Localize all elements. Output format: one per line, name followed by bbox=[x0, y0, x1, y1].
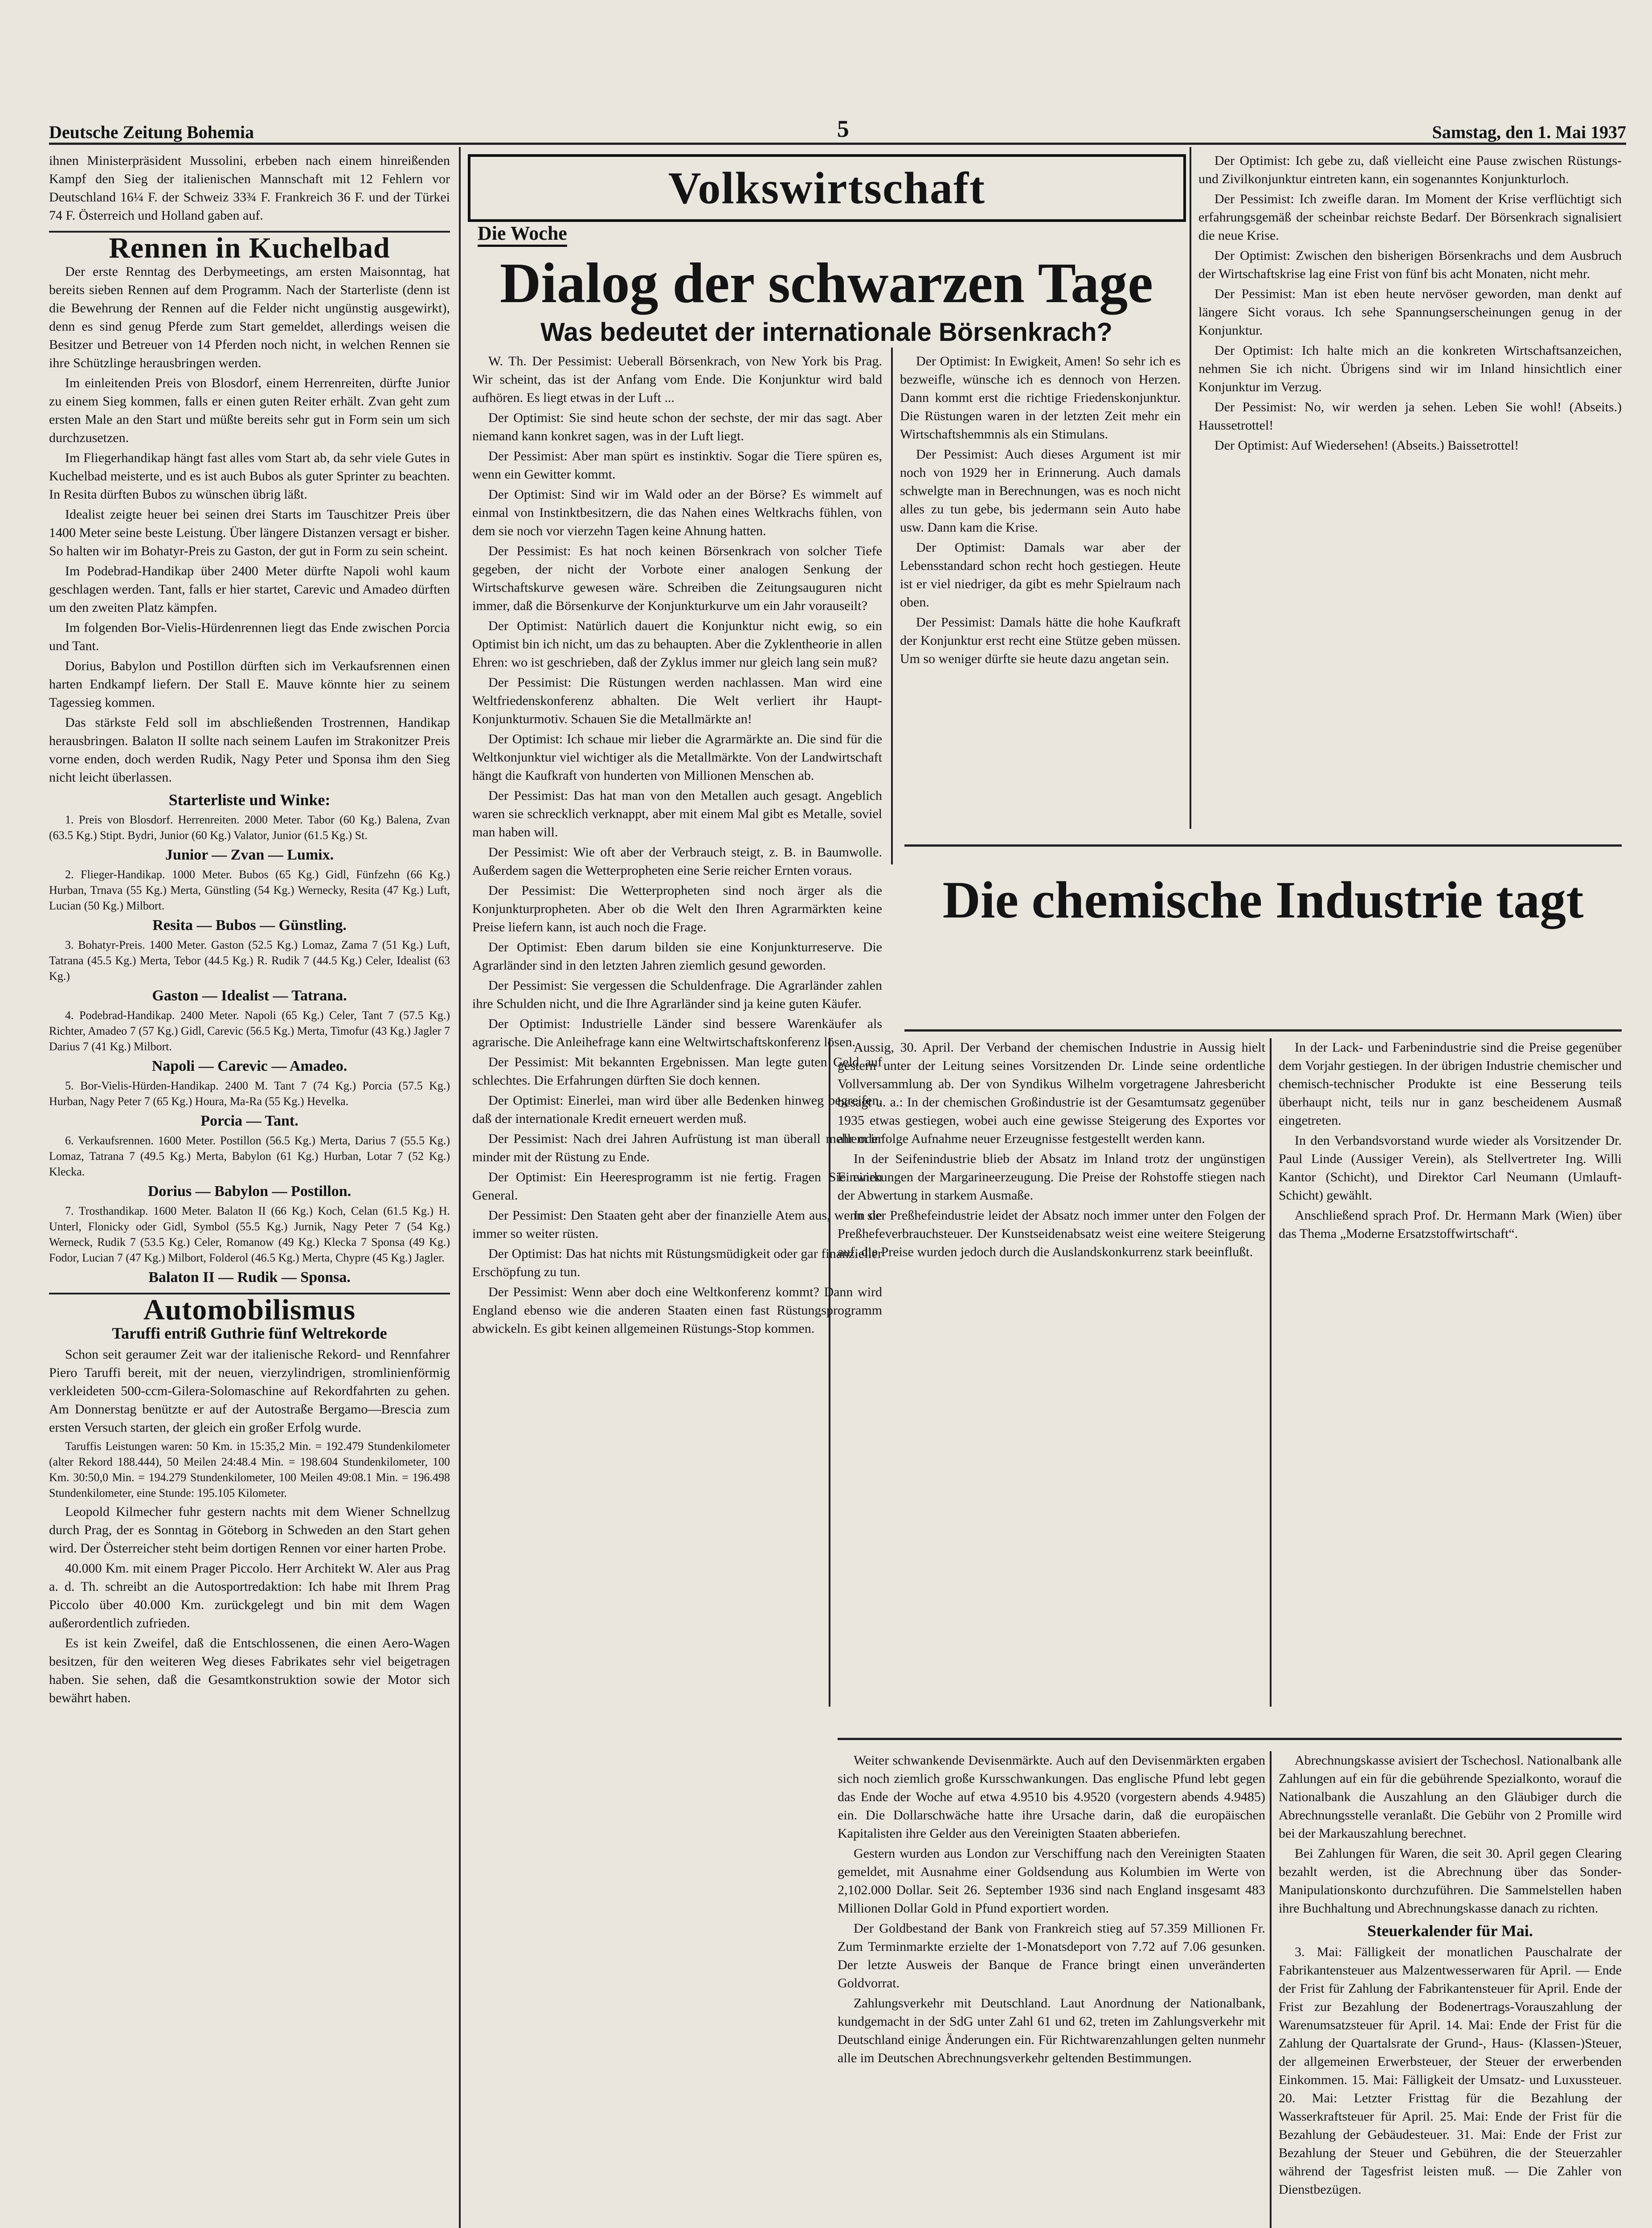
auto-paragraph: 40.000 Km. mit einem Prager Piccolo. Herr Architekt W. Aler aus Prag a. d. Th. schreibt an die Autosportredaktion: Ich habe mit Ihrem Prag Piccolo über 40.000 Km. zurückgelegt und bin mit dem Wagen außerordentlich zufrieden. bbox=[49, 1561, 450, 1630]
page-header bbox=[49, 117, 1626, 145]
dialog-line: Der Optimist: Ich halte mich an die konkreten Wirtschaftsanzeichen, nehmen Sie ich nicht. Übrigens sind wir im Inland hinsichtlich einer Konjunktur im Verzug. bbox=[1198, 343, 1622, 394]
main-headline: Dialog der schwarzen Tage bbox=[499, 251, 1153, 315]
racing-paragraph: Idealist zeigte heuer bei seinen drei Starts im Tauschitzer Preis über 1400 Meter seine beste Leistung. Über längere Distanzen versagt er bisher. So halten wir im Bohatyr-Preis zu Gaston, der gut in Form zu sein scheint. bbox=[49, 507, 450, 558]
dialog-line: Der Optimist: Industrielle Länder sind bessere Warenkäufer als agrarische. Die Anleihefrage kann eine Weltwirtschaftskonferenz lösen. bbox=[472, 1016, 882, 1049]
starter-tip: Junior — Zvan — Lumix. bbox=[165, 847, 334, 863]
dialog-line: Der Optimist: Auf Wiedersehen! (Abseits.) Baissetrottel! bbox=[1214, 438, 1519, 453]
dialog-line: Der Optimist: Natürlich dauert die Konjunktur nicht ewig, so ein Optimist bin ich nicht, um das zu behaupten. Aber die Zyklentheorie in allen Ehren: wo ist geschrieben, daß der Zyklus immer nur gleich lang sein muß? bbox=[472, 618, 882, 670]
starter-entry: 6. Verkaufsrennen. 1600 Meter. Postillon (56.5 Kg.) Merta, Darius 7 (55.5 Kg.) Lomaz, Tatrana 7 (49.5 Kg.) Merta, Babylon (61 Kg.) Hurban, Lotar 7 (52 Kg.) Klecka. bbox=[49, 1134, 450, 1178]
chem-paragraph: Anschließend sprach Prof. Dr. Hermann Mark (Wien) über das Thema „Moderne Ersatzstoffwirtschaft“. bbox=[1279, 1208, 1622, 1241]
dialog-line: Der Pessimist: Wenn aber doch eine Weltkonferenz kommt? Dann wird England ebenso wie die anderen Staaten einen fast Rüstungsprogramm abwickeln. Es gibt keinen allgemeinen Rüstungs-Stop kommen. bbox=[472, 1285, 882, 1336]
dialog-line: Der Pessimist: Nach drei Jahren Aufrüstung ist man überall mehr oder minder mit der Rüstung zu Ende. bbox=[472, 1131, 882, 1164]
chem-paragraph: Aussig, 30. April. Der Verband der chemischen Industrie in Aussig hielt gestern unter der Leitung seines Vorsitzenden Dr. Linde seine ordentliche Vollversammlung ab. Der von Syndikus Wilhelm vorgetragene Jahresbericht besagt u. a.: In der chemischen Großindustrie ist der Gesamtumsatz gegenüber 1935 etwas gestiegen, wobei auch eine gewisse Steigerung des Exportes vor allem infolge Aufnahme neuer Erzeugnisse festgestellt werden kann. bbox=[838, 1040, 1265, 1146]
dialog-line: Der Pessimist: Man ist eben heute nervöser geworden, man denkt auf längere Sicht voraus. Ich sehe Spannungserscheinungen genug in der Konjunktur. bbox=[1198, 287, 1622, 338]
dialog-line: Der Optimist: Ich gebe zu, daß vielleicht eine Pause zwischen Rüstungs- und Zivilkonjunktur eintreten kann, ein sogenanntes Konjunkturloch. bbox=[1198, 153, 1622, 186]
dialog-line: Der Pessimist: Die Wetterpropheten sind noch ärger als die Konjunkturpropheten. Aber ob die Welt den Ihren Agrarmärkten keine Preise liefern kann, ist auch noch die Frage. bbox=[472, 883, 882, 934]
racing-paragraph: Im einleitenden Preis von Blosdorf, einem Herrenreiten, dürfte Junior zu einem Sieg kommen, falls er einen guten Reiter erhält. Zvan geht zum ersten Male an den Start und müßte bereits sehr gut in Form sein um sich durchzusetzen. bbox=[49, 376, 450, 445]
header-paper-name: Deutsche Zeitung Bohemia bbox=[49, 122, 254, 142]
section-banner: Volkswirtschaft bbox=[468, 154, 1186, 222]
dialog-line: Der Pessimist: Den Staaten geht aber der finanzielle Atem aus, wenn sie immer so weiter rüsten. bbox=[472, 1208, 882, 1241]
chem-headline: Die chemische Industrie tagt bbox=[942, 871, 1584, 929]
chem-article-right bbox=[1279, 1038, 1622, 1707]
dialog-line: Der Pessimist: Wie oft aber der Verbrauch steigt, z. B. in Baumwolle. Außerdem sagen die Wetterpropheten eine Serie reicher Ernten voraus. bbox=[472, 845, 882, 878]
dialog-column-1 bbox=[472, 352, 882, 2228]
chem-paragraph: In den Verbandsvorstand wurde wieder als Vorsitzender Dr. Paul Linde (Aussiger Verein), als Stellvertreter Ing. Willi Kantor (Schicht), und Direktor Carl Neumann (Umlauft-Schicht) gewählt. bbox=[1279, 1133, 1622, 1203]
auto-subheading: Taruffi entriß Guthrie fünf Weltrekorde bbox=[112, 1324, 387, 1342]
dialog-line: Der Optimist: Damals war aber der Lebensstandard schon recht hoch gestiegen. Heute ist er viel niedriger, da gibt es mehr Spielraum nach oben. bbox=[900, 540, 1181, 610]
dialog-line: Der Optimist: Zwischen den bisherigen Börsenkrachs und dem Ausbruch der Wirtschaftskrise lag eine Frist von fünf bis acht Monaten, nicht mehr. bbox=[1198, 248, 1622, 281]
starter-entry: 7. Trosthandikap. 1600 Meter. Balaton II (66 Kg.) Koch, Celan (61.5 Kg.) H. Unterl, Flonicky oder Gidl, Symbol (55.5 Kg.) Jurnik, Nagy Peter 7 (54 Kg.) Werneck, Rudik 7 (53.5 Kg.) Celer, Romanow (49 Kg.) Klecka 7 Sponsa (49 Kg.) Fodor, Lucian 7 (47 Kg.) Milbort, Folderol (46.5 Kg.) Merta, Chypre (45 Kg.) Jagler. bbox=[49, 1204, 450, 1264]
starter-tip: Porcia — Tant. bbox=[200, 1113, 299, 1129]
auto-paragraph: Leopold Kilmecher fuhr gestern nachts mit dem Wiener Schnellzug durch Prag, der es Sonntag in Göteborg in Schweden an den Start gehen wird. Der Österreicher steht beim dortigen Rennen vor einer harten Probe. bbox=[49, 1504, 450, 1556]
dialog-line: Der Pessimist: Damals hätte die hohe Kaufkraft der Konjunktur erst recht eine Stütze geben müssen. Um so weniger dürfte sie heute dazu angetan sein. bbox=[900, 615, 1181, 666]
dialog-line: Der Pessimist: Sie vergessen die Schuldenfrage. Die Agrarländer zahlen ihre Schulden nicht, und die Ihre Agrarländer sind ja keine guten Käufer. bbox=[472, 978, 882, 1011]
starter-entry: 5. Bor-Vielis-Hürden-Handikap. 2400 M. Tant 7 (74 Kg.) Porcia (57.5 Kg.) Hurban, Nagy Peter 7 (65 Kg.) Houra, Ma-Ra (55 Kg.) Hevelka. bbox=[49, 1079, 450, 1108]
auto-paragraph: Schon seit geraumer Zeit war der italienische Rekord- und Rennfahrer Piero Taruffi bereit, mit der neuen, vierzylindrigen, stromlinienförmig verkleideten 500-ccm-Gilera-Solomaschine auf Rekordfahrten zu gehen. Am Donnerstag benützte er auf der Autostraße Bergamo—Brescia zum ersten Versuch starten, der gleich ein großer Erfolg wurde. bbox=[49, 1347, 450, 1435]
dialog-line: Der Pessimist: Mit bekannten Ergebnissen. Man legte guten Geld auf schlechtes. Die Erfahrungen dürften Sie doch kennen. bbox=[472, 1055, 882, 1088]
dialog-line: Der Pessimist: Aber man spürt es instinktiv. Sogar die Tiere spüren es, wenn ein Gewitter kommt. bbox=[472, 449, 882, 482]
racing-paragraph: Dorius, Babylon und Postillon dürften sich im Verkaufsrennen einen harten Endkampf liefern. Der Stall E. Mauve könnte hier zu seinem Tagessieg kommen. bbox=[49, 659, 450, 710]
starter-tip: Resita — Bubos — Günstling. bbox=[152, 917, 347, 934]
starter-entry: 1. Preis von Blosdorf. Herrenreiten. 2000 Meter. Tabor (60 Kg.) Balena, Zvan (63.5 Kg.) Stipt. Bydri, Junior (60 Kg.) Valator, Junior (61.5 Kg.) St. bbox=[49, 813, 450, 842]
dialog-line: Der Optimist: Ich schaue mir lieber die Agrarmärkte an. Die sind für die Weltkonjunktur viel wichtiger als die Metallmärkte. Von der Landwirtschaft hängt die Kaufkraft von hunderten von Millionen Menschen ab. bbox=[472, 732, 882, 783]
dialog-line: Der Pessimist: Das hat man von den Metallen auch gesagt. Angeblich waren sie schrecklich verknappt, aber mit einem Mal gibt es Metalle, soviel man haben will. bbox=[472, 788, 882, 840]
chem-paragraph: In der Preßhefeindustrie leidet der Absatz noch immer unter den Folgen der Preßhefeverbrauchsteuer. Der Kunstseidenabsatz weist eine weitere Steigerung auf, die Preise wurden jedoch durch die Auslandskonkurrenz stark beeinflußt. bbox=[838, 1208, 1265, 1259]
tax-calendar-heading: Steuerkalender für Mai. bbox=[1367, 1922, 1533, 1940]
starter-entry: 2. Flieger-Handikap. 1000 Meter. Bubos (65 Kg.) Gidl, Fünfzehn (66 Kg.) Hurban, Trnava (55 Kg.) Merta, Günstling (54 Kg.) Wernecky, Resita (47 Kg.) Luft, Lucian (50 Kg.) Milbort. bbox=[49, 868, 450, 912]
chem-article-left bbox=[838, 1038, 1265, 1707]
sports-column bbox=[49, 152, 450, 2228]
finance-paragraph: Abrechnungskasse avisiert der Tschechosl. Nationalbank alle Zahlungen auf ein für die gebührende Spezialkonto, worauf die Nationalbank die Auszahlung an den Gläubiger durch die Abrechnungsstelle veranlaßt. Die Gebühr von 2 Promille wird bei der Markauszahlung berechnet. bbox=[1279, 1753, 1622, 1841]
tax-calendar-text: 3. Mai: Fälligkeit der monatlichen Pauschalrate der Fabrikantensteuer aus Malzentwesserwaren für April. — Ende der Frist für Zahlung der Fabrikantensteuer für April. Ende der Frist zur Bezahlung der Bodenertrags-Vorauszahlung der Warenumsatzsteuer für April. 14. Mai: Ende der Frist für die Zahlung der Quartalsrate der Grund-, Haus- (Klassen-)Steuer, der allgemeinen Erwerbsteuer, der Steuer der erwerbenden Einkommen. 15. Mai: Fälligkeit der Umsatz- und Luxussteuer. 20. Mai: Letzter Fristtag für die Bezahlung der Wasserkraftsteuer für April. 25. Mai: Ende der Frist für die Bezahlung der Gebäudesteuer. 31. Mai: Ende der Frist zur Bezahlung der Steuer und Gebühren, die der Steuerzahler während der Tagesfrist leisten muß. — Die Zahler von Dienstbezügen. bbox=[1279, 1945, 1622, 2197]
dialog-line: Der Pessimist: Auch dieses Argument ist mir noch von 1929 her in Erinnerung. Auch damals schwelgte man in Berechnungen, was es noch nicht alles zu tun gebe, bis jedermann sein Auto habe usw. Dann kam die Krise. bbox=[900, 447, 1181, 535]
starter-tip: Balaton II — Rudik — Sponsa. bbox=[148, 1269, 351, 1286]
divider bbox=[904, 844, 1622, 847]
racing-paragraph: Im folgenden Bor-Vielis-Hürdenrennen liegt das Ende zwischen Porcia und Tant. bbox=[49, 620, 450, 653]
racing-paragraph: Der erste Renntag des Derbymeetings, am ersten Maisonntag, hat bereits sieben Rennen auf dem Programm. Nach der Starterliste (denn ist die Bewehrung der Rennen auf die Felder nicht ungünstig ausgewirkt), denn es sind genug Pferde zum Start gemeldet, allerdings weisen die Besitzer und Betreuer von 14 Pferden noch nicht, in welchen Rennen sie ihre Schützlinge herausbringen werden. bbox=[49, 264, 450, 370]
finance-paragraph: Gestern wurden aus London zur Verschiffung nach den Vereinigten Staaten gemeldet, mit Ausnahme einer Goldsendung aus Kolumbien im Werte von 2,102.000 Dollar. Seit 26. September 1936 sind nach England insgesamt 483 Millionen Dollar Gold in Pfund exportiert worden. bbox=[838, 1846, 1265, 1916]
racing-paragraph: Im Podebrad-Handikap über 2400 Meter dürfte Napoli wohl kaum geschlagen werden. Tant, falls er hier startet, Carevic und Amadeo dürften um den zweiten Platz kämpfen. bbox=[49, 564, 450, 615]
main-subtitle: Was bedeutet der internationale Börsenkrach? bbox=[540, 318, 1112, 347]
auto-paragraph: Taruffis Leistungen waren: 50 Km. in 15:35,2 Min. = 192.479 Stundenkilometer (alter Rekord 188.444), 50 Meilen 24:48.4 Min. = 198.604 Stundenkilometer, 100 Km. 30:50,0 Min. = 194.279 Stundenkilometer, 100 Meilen 49:08.1 Min. = 196.498 Stundenkilometer, eine Stunde: 195.105 Kilometer. bbox=[49, 1440, 450, 1499]
starter-tip: Gaston — Idealist — Tatrana. bbox=[152, 987, 347, 1004]
racing-paragraph: Im Fliegerhandikap hängt fast alles vom Start ab, da sehr viele Gutes in Kuchelbad meisterte, und es ist auch Bubos als guter Sprinter zu beachten. In Resita dürften Bubos zu wünschen übrig läßt. bbox=[49, 451, 450, 502]
auto-heading: Automobilismus bbox=[143, 1294, 356, 1326]
finance-left bbox=[838, 1751, 1265, 2228]
dialog-line: Der Optimist: Eben darum bilden sie eine Konjunkturreserve. Die Agrarländer sind in den letzten Jahren ziemlich gesund geworden. bbox=[472, 940, 882, 973]
finance-paragraph: Bei Zahlungen für Waren, die seit 30. April gegen Clearing bezahlt werden, ist die Abrechnung über das Sonder-Manipulationskonto durchzuführen. Die Sammelstellen haben ihre Buchhaltung und Abrechnungskasse danach zu richten. bbox=[1279, 1846, 1622, 1916]
column-divider bbox=[459, 147, 461, 2228]
dialog-line: Der Optimist: Sind wir im Wald oder an der Börse? Es wimmelt auf einmal von Instinktbesitzern, die das Nahen eines Weltkrachs fühlen, von dem sie noch vor vierzehn Tagen keine Ahnung hatten. bbox=[472, 487, 882, 538]
starters-heading: Starterliste und Winke: bbox=[168, 791, 331, 809]
starter-tip: Dorius — Babylon — Postillon. bbox=[147, 1183, 352, 1200]
dialog-line: Der Pessimist: No, wir werden ja sehen. Leben Sie wohl! (Abseits.) Haussetrottel! bbox=[1198, 400, 1622, 433]
dialog-line: W. Th. Der Pessimist: Ueberall Börsenkrach, von New York bis Prag. Wir scheint, das ist der Anfang vom Ende. Die Konjunktur wird bald aufhören. Es liegt etwas in der Luft ... bbox=[472, 354, 882, 405]
dialog-line: Der Pessimist: Die Rüstungen werden nachlassen. Man wird eine Weltfriedenskonferenz abhalten. Die Welt verliert ihr Haupt-Konjunkturmotiv. Schauen Sie die Metallmärkte an! bbox=[472, 675, 882, 726]
column-divider bbox=[1270, 1751, 1272, 2228]
finance-paragraph: Zahlungsverkehr mit Deutschland. Laut Anordnung der Nationalbank, kundgemacht in der SdG unter Zahl 61 und 62, treten im Zahlungsverkehr mit Deutschland einige Änderungen ein. Für Richtwarenzahlungen gelten nunmehr alle im Deutschen Abrechnungsverkehr geltenden Bestimmungen. bbox=[838, 1996, 1265, 2065]
dialog-line: Der Optimist: Ein Heeresprogramm ist nie fertig. Fragen Sie einen General. bbox=[472, 1170, 882, 1203]
dialog-line: Der Pessimist: Es hat noch keinen Börsenkrach von solcher Tiefe gegeben, der nicht der Vorbote einer analogen Senkung der Wirtschaftskurve gewesen wäre. Schreiben die Zeitungsauguren nicht immer, daß die Börsenkurve der Konjunkturkurve um ein Jahr vorauseilt? bbox=[472, 544, 882, 613]
column-divider bbox=[1270, 1038, 1272, 1707]
dialog-column-3 bbox=[1198, 152, 1622, 833]
header-date: Samstag, den 1. Mai 1937 bbox=[1432, 122, 1626, 142]
header-page-number: 5 bbox=[837, 115, 849, 142]
divider bbox=[904, 1029, 1622, 1032]
column-divider bbox=[1190, 147, 1191, 829]
finance-paragraph: Weiter schwankende Devisenmärkte. Auch auf den Devisenmärkten ergaben sich noch ziemlich große Kursschwankungen. Das englische Pfund lebt gegen das Ende der Woche auf etwa 4.9510 bis 4.9520 (vorgestern abends 4.9485) ein. Die Dollarschwäche hatte ihre Ursache darin, daß die europäischen Kapitalisten ihre Gelder aus den Vereinigten Staaten abberiefen. bbox=[838, 1753, 1265, 1841]
dialog-column-2 bbox=[900, 352, 1181, 833]
chem-paragraph: In der Lack- und Farbenindustrie sind die Preise gegenüber dem Vorjahr gestiegen. In der übrigen Industrie chemischer und chemisch-technischer Produkte ist eine Besserung teils überhaupt nicht, teils nur in ganz bescheidenem Ausmaß eingetreten. bbox=[1279, 1040, 1622, 1128]
column-divider bbox=[891, 348, 893, 864]
dialog-line: Der Optimist: In Ewigkeit, Amen! So sehr ich es bezweifle, wünsche ich es dennoch von Herzen. Dann kommt erst die richtige Friedenskonjunktur. Die Rüstungen waren in der letzten Zeit mehr ein Wirtschaftshemmnis als ein Stimulans. bbox=[900, 354, 1181, 442]
auto-paragraph: Es ist kein Zweifel, daß die Entschlossenen, die einen Aero-Wagen besitzen, für den weiteren Weg dieses Fabrikates sehr viel beigetragen haben. Sie sehen, daß die Gesamtkonstruktion sowie der Motor sich bewährt haben. bbox=[49, 1636, 450, 1705]
divider bbox=[838, 1738, 1622, 1740]
section-kicker: Die Woche bbox=[478, 222, 567, 247]
finance-paragraph: Der Goldbestand der Bank von Frankreich stieg auf 57.359 Millionen Fr. Zum Terminmarkte erzielte der 1-Monatsdeport von 7.72 auf 7.06 gesunken. Der letzte Ausweis der Banque de France bringt einen unveränderten Goldvorrat. bbox=[838, 1921, 1265, 1990]
dialog-line: Der Pessimist: Ich zweifle daran. Im Moment der Krise verflüchtigt sich erfahrungsgemäß der scheinbar reichste Bedarf. Der Börsenkrach signalisiert die neue Krise. bbox=[1198, 192, 1622, 243]
starter-tip: Napoli — Carevic — Amadeo. bbox=[151, 1058, 348, 1074]
finance-right bbox=[1279, 1751, 1622, 2228]
racing-paragraph: Das stärkste Feld soll im abschließenden Trostrennen, Handikap herausbringen. Balaton II sollte nach seinem Laufen im Strakonitzer Preis vorne enden, doch werden Rudik, Nagy Peter und Sponsa ihm den Sieg nicht leicht überlassen. bbox=[49, 715, 450, 785]
starter-entry: 3. Bohatyr-Preis. 1400 Meter. Gaston (52.5 Kg.) Lomaz, Zama 7 (51 Kg.) Luft, Tatrana (45.5 Kg.) Merta, Tebor (44.5 Kg.) R. Rudik 7 (44.5 Kg.) Celer, Idealist (63 Kg.) bbox=[49, 938, 450, 983]
chem-paragraph: In der Seifenindustrie blieb der Absatz im Inland trotz der ungünstigen Einwirkungen der Margarineerzeugung. Die Preise der Rohstoffe stiegen nach der Abwertung in starkem Ausmaße. bbox=[838, 1151, 1265, 1203]
dialog-line: Der Optimist: Das hat nichts mit Rüstungsmüdigkeit oder gar finanzieller Erschöpfung zu tun. bbox=[472, 1246, 882, 1279]
sports-intro: ihnen Ministerpräsident Mussolini, erbeben nach einem hinreißenden Kampf den Sieg der italienischen Mannschaft mit 12 Fehlern vor Deutschland 16¼ F. der Schweiz 33¾ F. Frankreich 36 F. und der Türkei 74 F. Österreich und Holland gaben auf. bbox=[49, 153, 450, 223]
dialog-line: Der Optimist: Sie sind heute schon der sechste, der mir das sagt. Aber niemand kann konkret sagen, was in der Luft liegt. bbox=[472, 410, 882, 443]
racing-heading: Rennen in Kuchelbad bbox=[109, 232, 390, 264]
starter-entry: 4. Podebrad-Handikap. 2400 Meter. Napoli (65 Kg.) Celer, Tant 7 (57.5 Kg.) Richter, Amadeo 7 (57 Kg.) Gidl, Carevic (56.5 Kg.) Merta, Timofur (43 Kg.) Jagler 7 Darius 7 (41 Kg.) Milbort. bbox=[49, 1009, 450, 1053]
dialog-line: Der Optimist: Einerlei, man wird über alle Bedenken hinweg begreifen, daß der internationale Kredit erneuert werden muß. bbox=[472, 1093, 882, 1126]
